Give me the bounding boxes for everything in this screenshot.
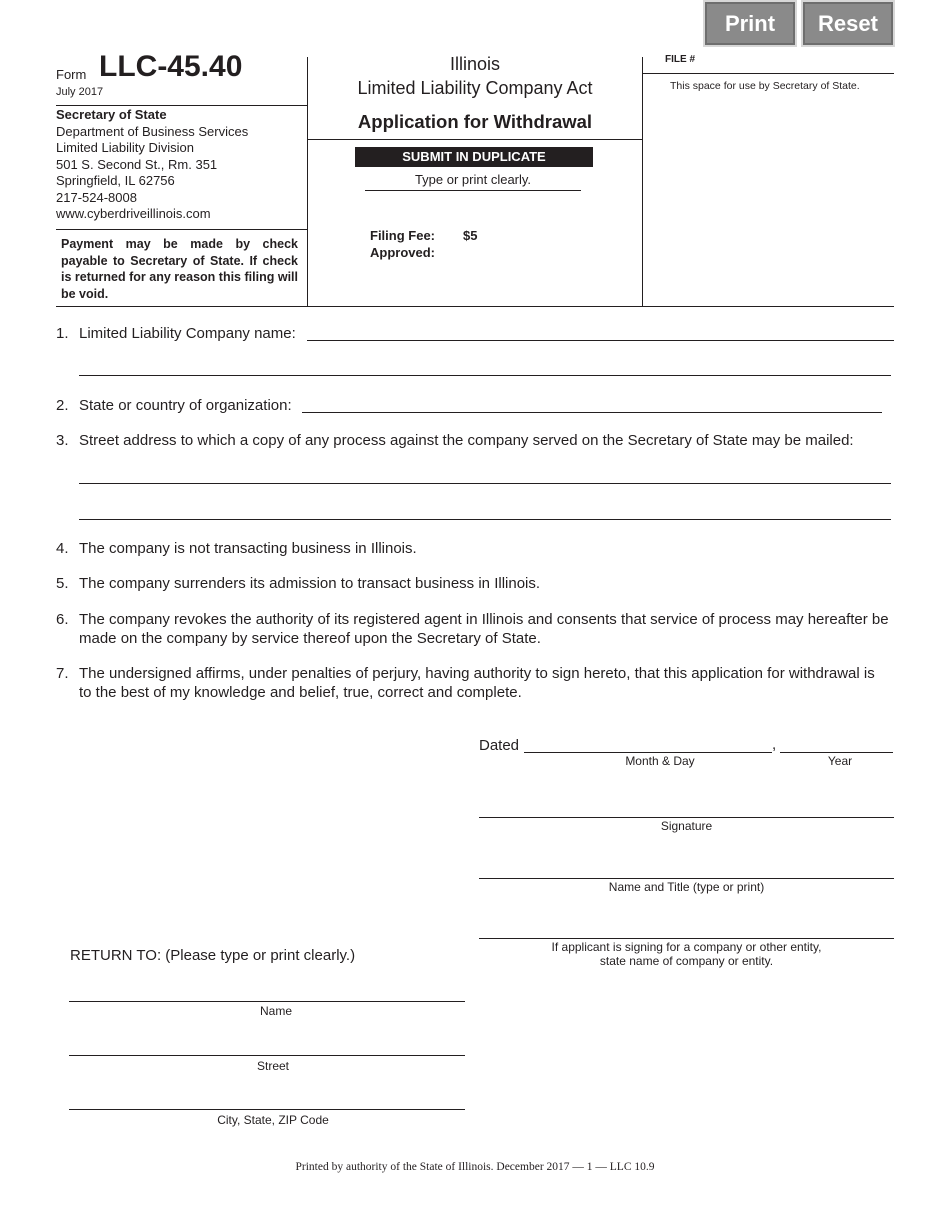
item-7-number: 7.: [56, 665, 69, 682]
entity-caption-line-1: If applicant is signing for a company or other entity,: [551, 940, 822, 954]
signature-caption: Signature: [660, 819, 713, 833]
return-to-label: RETURN TO: (Please type or print clearly.): [70, 947, 356, 964]
office-title: Secretary of State: [56, 107, 167, 122]
item-3-number: 3.: [56, 432, 69, 449]
item-5-text: The company surrenders its admission to transact business in Illinois.: [79, 575, 541, 592]
office-phone: 217-524-8008: [56, 189, 137, 205]
return-city-input[interactable]: [69, 1093, 465, 1110]
process-address-input-2[interactable]: [79, 503, 891, 520]
item-1-label: Limited Liability Company name:: [79, 325, 296, 342]
signature-input[interactable]: [479, 801, 894, 818]
item-7-text-line-1: The undersigned affirms, under penalties of perjury, having authority to sign hereto, that this application for withdrawal is: [79, 665, 875, 682]
payment-top-rule: [56, 229, 307, 230]
office-division: Limited Liability Division: [56, 140, 194, 155]
footer-note: Printed by authority of the State of Illinois. December 2017 — 1 — LLC 10.9: [295, 1161, 655, 1173]
payment-note: Payment may be made by check payable to Secretary of State. If check is returned for any reason this filing will be void.: [61, 237, 298, 301]
company-name-input-2[interactable]: [79, 359, 891, 376]
office-address: 501 S. Second St., Rm. 351: [56, 156, 218, 172]
item-3-label: Street address to which a copy of any process against the company served on the Secretary of State may be mailed:: [79, 432, 854, 449]
form-prefix: Form: [56, 67, 87, 82]
item-6-number: 6.: [56, 611, 69, 628]
reset-button[interactable]: Reset: [801, 0, 895, 47]
print-clearly-note: Type or print clearly.: [414, 172, 532, 187]
approved-label: Approved:: [370, 245, 435, 260]
print-clearly-rule: [365, 190, 581, 191]
return-street-input[interactable]: [69, 1039, 465, 1056]
form-number: LLC-45.40: [99, 50, 243, 83]
office-web[interactable]: www.cyberdriveillinois.com: [56, 206, 211, 221]
submit-banner: SUBMIT IN DUPLICATE: [355, 147, 593, 167]
office-city: Springfield, IL 62756: [56, 173, 175, 188]
company-name-input[interactable]: [307, 324, 894, 341]
title-rule: [308, 139, 642, 140]
header-bottom-rule: [56, 306, 894, 307]
office-dept: Department of Business Services: [56, 123, 249, 139]
header-col-divider-2: [642, 57, 643, 306]
form-date: July 2017: [56, 86, 104, 98]
return-name-input[interactable]: [69, 985, 465, 1002]
dated-comma: ,: [772, 736, 777, 753]
dated-year-input[interactable]: [780, 736, 893, 753]
file-number-rule: [643, 73, 894, 74]
state-name: Illinois: [449, 54, 501, 74]
item-7-text-line-2: to the best of my knowledge and belief, true, correct and complete.: [79, 684, 522, 701]
return-name-caption: Name: [259, 1004, 292, 1018]
dated-month-day-input[interactable]: [524, 736, 772, 753]
process-address-input-1[interactable]: [79, 467, 891, 484]
act-name: Limited Liability Company Act: [357, 78, 593, 98]
document-title: Application for Withdrawal: [357, 111, 593, 132]
office-block: [56, 107, 306, 223]
filing-fee-label: Filing Fee:: [370, 228, 435, 243]
entity-name-input[interactable]: [479, 922, 894, 939]
header-left-divider: [56, 105, 307, 106]
item-6-text-line-2: made on the company by service thereof upon the Secretary of State.: [79, 630, 541, 647]
item-2-number: 2.: [56, 397, 69, 414]
return-street-caption: Street: [256, 1059, 289, 1073]
year-caption: Year: [827, 754, 853, 768]
print-button[interactable]: Print: [703, 0, 797, 47]
item-6-text-line-1: The company revokes the authority of its registered agent in Illinois and consents that service of process may hereafter be: [79, 611, 889, 628]
name-title-caption: Name and Title (type or print): [608, 880, 765, 894]
item-4-text: The company is not transacting business in Illinois.: [79, 540, 417, 557]
state-of-organization-input[interactable]: [302, 396, 882, 413]
item-5-number: 5.: [56, 575, 69, 592]
return-city-caption: City, State, ZIP Code: [217, 1113, 329, 1127]
filing-fee-value: $5: [463, 228, 478, 243]
item-1-number: 1.: [56, 325, 69, 342]
item-2-label: State or country of organization:: [79, 397, 292, 414]
item-4-number: 4.: [56, 540, 69, 557]
dated-label: Dated: [479, 737, 520, 754]
entity-caption-line-2: state name of company or entity.: [599, 954, 774, 968]
sos-use-note: This space for use by Secretary of State.: [670, 80, 860, 92]
month-day-caption: Month & Day: [625, 754, 695, 768]
name-title-input[interactable]: [479, 862, 894, 879]
file-number-label: FILE #: [665, 54, 696, 65]
